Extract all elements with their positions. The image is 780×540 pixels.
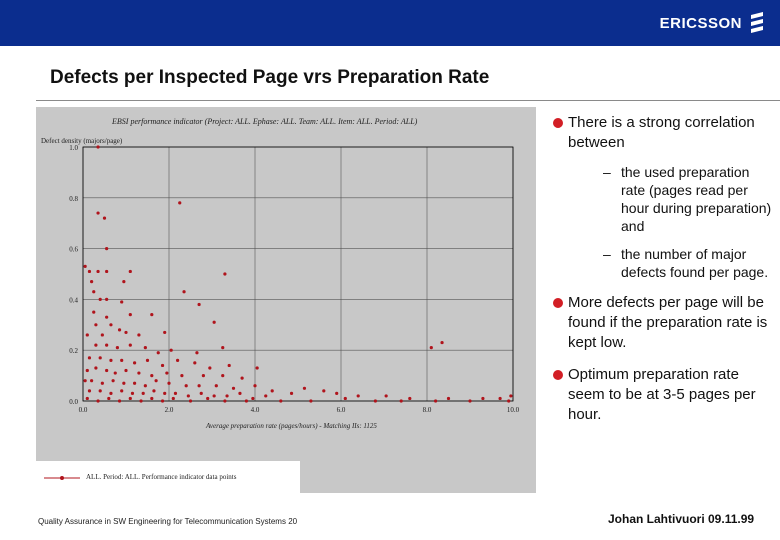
- data-point: [88, 270, 91, 273]
- legend-text: ALL. Period: ALL. Performance indicator data points: [86, 473, 237, 481]
- data-point: [99, 298, 102, 301]
- data-point: [129, 397, 132, 400]
- data-point: [335, 392, 338, 395]
- data-point: [430, 346, 433, 349]
- data-point: [163, 392, 166, 395]
- y-tick-label: 0.2: [69, 347, 78, 356]
- data-point: [120, 300, 123, 303]
- data-point: [499, 397, 502, 400]
- data-point: [99, 389, 102, 392]
- y-tick-label: 0.4: [69, 296, 78, 305]
- data-point: [86, 369, 89, 372]
- dash-icon: –: [603, 164, 611, 180]
- data-point: [374, 399, 377, 402]
- data-point: [122, 280, 125, 283]
- data-point: [187, 394, 190, 397]
- data-point: [447, 397, 450, 400]
- data-point: [90, 379, 93, 382]
- data-point: [92, 311, 95, 314]
- data-point: [176, 359, 179, 362]
- data-point: [94, 366, 97, 369]
- data-point: [124, 331, 127, 334]
- data-point: [221, 374, 224, 377]
- data-point: [129, 270, 132, 273]
- x-tick-label: 4.0: [250, 406, 260, 414]
- bullet-dot: [553, 118, 563, 128]
- data-point: [271, 389, 274, 392]
- data-point: [137, 371, 140, 374]
- x-tick-label: 10.0: [506, 406, 520, 414]
- data-point: [105, 247, 108, 250]
- data-point: [213, 394, 216, 397]
- bullet-text: Optimum preparation rate seem to be at 3-5 pages per hour.: [568, 366, 756, 423]
- slide-title: Defects per Inspected Page vrs Preparation Rate: [50, 67, 490, 88]
- data-point: [279, 399, 282, 402]
- y-axis-label: Defect density (majors/page): [41, 137, 123, 145]
- chart-gridlines: [83, 147, 513, 401]
- bullet-text: More defects per page will be found if the preparation rate is kept low.: [568, 294, 768, 351]
- data-point: [481, 397, 484, 400]
- data-point: [189, 399, 192, 402]
- data-point: [174, 392, 177, 395]
- data-point: [142, 392, 145, 395]
- data-point: [86, 397, 89, 400]
- x-axis-label: Average preparation rate (pages/hours) - Matching IIs: 1125: [206, 422, 377, 430]
- data-point: [88, 389, 91, 392]
- ericsson-stripes-icon: [748, 12, 766, 34]
- bullet-dot: [553, 370, 563, 380]
- data-point: [223, 399, 226, 402]
- data-point: [114, 371, 117, 374]
- data-point: [120, 389, 123, 392]
- data-point: [385, 394, 388, 397]
- data-point: [264, 394, 267, 397]
- data-point: [200, 392, 203, 395]
- data-point: [133, 382, 136, 385]
- data-point: [165, 371, 168, 374]
- bullet-dot: [553, 298, 563, 308]
- scatter-chart: [36, 107, 536, 493]
- bullet-item: [553, 113, 775, 281]
- data-point: [137, 333, 140, 336]
- data-point: [118, 328, 121, 331]
- bullet-item: [553, 293, 775, 353]
- data-point: [84, 265, 87, 268]
- x-tick-label: 0.0: [78, 406, 88, 414]
- data-point: [103, 217, 106, 220]
- data-point: [150, 374, 153, 377]
- data-point: [290, 392, 293, 395]
- data-point: [107, 397, 110, 400]
- data-point: [105, 344, 108, 347]
- data-point: [251, 397, 254, 400]
- data-point: [133, 361, 136, 364]
- data-point: [408, 397, 411, 400]
- data-point: [101, 333, 104, 336]
- data-point: [193, 361, 196, 364]
- data-point: [400, 399, 403, 402]
- sub-bullet-item: [568, 163, 775, 235]
- data-point: [245, 399, 248, 402]
- data-point: [94, 323, 97, 326]
- data-point: [241, 377, 244, 380]
- data-point: [122, 382, 125, 385]
- data-point: [223, 272, 226, 275]
- ericsson-logo: [660, 11, 766, 35]
- data-point: [94, 344, 97, 347]
- data-point: [144, 384, 147, 387]
- data-point: [221, 346, 224, 349]
- data-point: [124, 369, 127, 372]
- dash-icon: –: [603, 246, 611, 262]
- data-point: [139, 399, 142, 402]
- y-tick-label: 1.0: [69, 144, 78, 152]
- data-point: [232, 387, 235, 390]
- data-point: [116, 346, 119, 349]
- data-point: [105, 316, 108, 319]
- data-point: [225, 394, 228, 397]
- data-point: [96, 211, 99, 214]
- bullet-list: [553, 113, 775, 437]
- data-point: [144, 346, 147, 349]
- data-point: [213, 321, 216, 324]
- x-tick-labels: [79, 406, 520, 414]
- data-point: [150, 397, 153, 400]
- data-point: [215, 384, 218, 387]
- data-point: [208, 366, 211, 369]
- data-point: [238, 392, 241, 395]
- data-point: [198, 384, 201, 387]
- x-tick-label: 8.0: [422, 406, 432, 414]
- data-point: [185, 384, 188, 387]
- bullet-text: There is a strong correlation between: [568, 114, 755, 151]
- data-point: [198, 303, 201, 306]
- data-point: [178, 201, 181, 204]
- data-point: [109, 392, 112, 395]
- data-point: [170, 349, 173, 352]
- data-point: [507, 399, 510, 402]
- sub-bullet-text: the used preparation rate (pages read per hour during preparation) and: [621, 164, 772, 234]
- data-point: [101, 382, 104, 385]
- data-point: [440, 341, 443, 344]
- data-point: [96, 270, 99, 273]
- chart-legend: [36, 461, 300, 493]
- data-point: [105, 298, 108, 301]
- data-point: [357, 394, 360, 397]
- data-point: [112, 379, 115, 382]
- data-point: [509, 394, 512, 397]
- data-point: [172, 397, 175, 400]
- data-point: [129, 313, 132, 316]
- data-point: [195, 351, 198, 354]
- title-divider: [36, 100, 780, 101]
- data-point: [92, 290, 95, 293]
- data-point: [253, 384, 256, 387]
- bullet-item: [553, 365, 775, 425]
- data-point: [99, 356, 102, 359]
- data-point: [180, 374, 183, 377]
- sub-bullet-text: the number of major defects found per page.: [621, 246, 769, 280]
- data-point: [228, 364, 231, 367]
- data-point: [161, 364, 164, 367]
- data-point: [150, 313, 153, 316]
- data-point: [309, 399, 312, 402]
- data-point: [86, 333, 89, 336]
- data-point: [88, 356, 91, 359]
- data-point: [157, 351, 160, 354]
- data-point: [105, 369, 108, 372]
- header-band: [0, 0, 780, 46]
- data-point: [96, 399, 99, 402]
- logo-text: ERICSSON: [659, 14, 742, 32]
- y-tick-label: 0.8: [69, 194, 78, 203]
- sub-bullet-item: [568, 245, 775, 281]
- data-point: [109, 359, 112, 362]
- data-point: [129, 344, 132, 347]
- data-point: [206, 397, 209, 400]
- data-point: [468, 399, 471, 402]
- x-tick-label: 2.0: [164, 406, 174, 414]
- data-point: [152, 389, 155, 392]
- data-point: [202, 374, 205, 377]
- data-point: [256, 366, 259, 369]
- data-point: [96, 145, 99, 148]
- data-point: [90, 280, 93, 283]
- legend-marker-line: [42, 461, 82, 493]
- scatter-chart-panel: [36, 107, 536, 493]
- y-tick-label: 0.6: [69, 245, 78, 254]
- data-point: [161, 399, 164, 402]
- y-tick-labels: [69, 144, 78, 406]
- data-point: [182, 290, 185, 293]
- data-point: [163, 331, 166, 334]
- data-point: [84, 379, 87, 382]
- y-tick-label: 0.0: [69, 398, 78, 406]
- data-point: [322, 389, 325, 392]
- data-point: [105, 270, 108, 273]
- footer-course-text: Quality Assurance in SW Engineering for Telecommunication Systems 20: [38, 517, 298, 526]
- chart-title: EBSI performance indicator (Project: ALL. Ephase: ALL. Team: ALL. Item: ALL. Period: ALL): [112, 117, 418, 126]
- data-point: [146, 359, 149, 362]
- data-point: [303, 387, 306, 390]
- data-point: [344, 397, 347, 400]
- data-point: [109, 323, 112, 326]
- data-point: [120, 359, 123, 362]
- data-point: [155, 379, 158, 382]
- data-point: [118, 399, 121, 402]
- data-point: [167, 382, 170, 385]
- x-tick-label: 6.0: [336, 406, 346, 414]
- footer-author-date: Johan Lahtivuori 09.11.99: [608, 512, 755, 526]
- plot-frame: [83, 147, 513, 401]
- data-point: [131, 392, 134, 395]
- data-points: [84, 145, 513, 402]
- data-point: [434, 399, 437, 402]
